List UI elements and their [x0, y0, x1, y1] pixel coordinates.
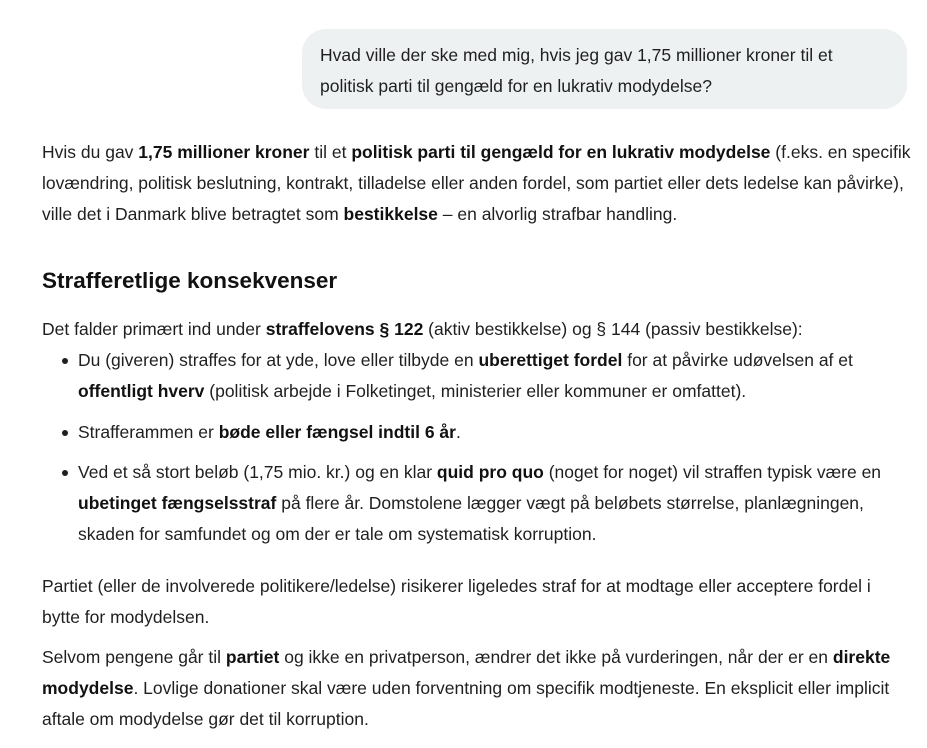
intro-bold-bribery: bestikkelse [343, 204, 438, 224]
list-item [42, 345, 912, 407]
list-item-text: på flere år. Domstolene lægger vægt på beløbets størrelse, planlægningen, skaden for samfundet og om der er tale om systematisk korruption. [78, 493, 864, 544]
intro-bold-amount: 1,75 millioner kroner [138, 142, 310, 162]
list-item-text: Ved et så stort beløb (1,75 mio. kr.) og en klar [78, 462, 437, 482]
money-text-1: Selvom pengene går til [42, 647, 226, 667]
intro-text-1: Hvis du gav [42, 142, 139, 162]
list-item-bold: offentligt hverv [78, 381, 205, 401]
bullet-icon [62, 358, 68, 364]
consequences-list [42, 345, 912, 550]
list-item-text: Strafferammen er [78, 422, 219, 442]
bullet-icon [62, 430, 68, 436]
list-item-bold: bøde eller fængsel indtil 6 år [218, 422, 456, 442]
list-item-text: (politisk arbejde i Folketinget, ministerier eller kommuner er omfattet). [204, 381, 747, 401]
intro-text-2: til et [309, 142, 352, 162]
list-item [42, 457, 912, 550]
money-text-2: og ikke en privatperson, ændrer det ikke på vurderingen, når der er en [279, 647, 833, 667]
list-item-text: for at påvirke udøvelsen af et [622, 350, 853, 370]
lead-text-2: (aktiv bestikkelse) og § 144 (passiv bestikkelse): [423, 319, 803, 339]
list-item [42, 417, 912, 448]
money-text-3: . Lovlige donationer skal være uden forventning om specifik modtjeneste. En eksplicit eller implicit aftale om modydelse gør det til korruption. [42, 678, 890, 729]
intro-bold-party: politisk parti til gengæld for en lukrativ modydelse [351, 142, 771, 162]
lead-bold-law: straffelovens § 122 [265, 319, 424, 339]
intro-text-3: (f.eks. en specifik lovændring, politisk beslutning, kontrakt, tilladelse eller anden fordel, som partiet eller dets ledelse kan påvirke), ville det i Danmark blive betragtet som [42, 142, 911, 224]
list-item-bold: ubetinget fængselsstraf [78, 493, 277, 513]
section-heading: Strafferetlige konsekvenser [42, 268, 338, 293]
list-item-bold: uberettiget fordel [478, 350, 623, 370]
assistant-intro [42, 137, 912, 230]
intro-paragraph [42, 137, 912, 230]
list-item-text: (noget for noget) vil straffen typisk være en [543, 462, 882, 482]
list-item-text: Du (giveren) straffes for at yde, love eller tilbyde en [78, 350, 479, 370]
list-item-bold: quid pro quo [436, 462, 544, 482]
bullet-icon [62, 470, 68, 476]
money-paragraph [42, 642, 912, 735]
money-bold-party: partiet [225, 647, 280, 667]
money-bold-consideration: direkte modydelse [42, 647, 891, 698]
user-message-bubble [302, 29, 907, 109]
user-message-text: Hvad ville der ske med mig, hvis jeg gav 1,75 millioner kroner til et politisk parti til gengæld for en lukrativ modydelse? [320, 45, 833, 96]
party-paragraph: Partiet (eller de involverede politikere/ledelse) risikerer ligeledes straf for at modtage eller acceptere fordel i bytte for modydelsen. [42, 576, 871, 627]
lead-text-1: Det falder primært ind under [42, 319, 266, 339]
lead-paragraph [42, 314, 912, 345]
list-item-text: . [455, 422, 461, 442]
intro-text-4: – en alvorlig strafbar handling. [437, 204, 678, 224]
